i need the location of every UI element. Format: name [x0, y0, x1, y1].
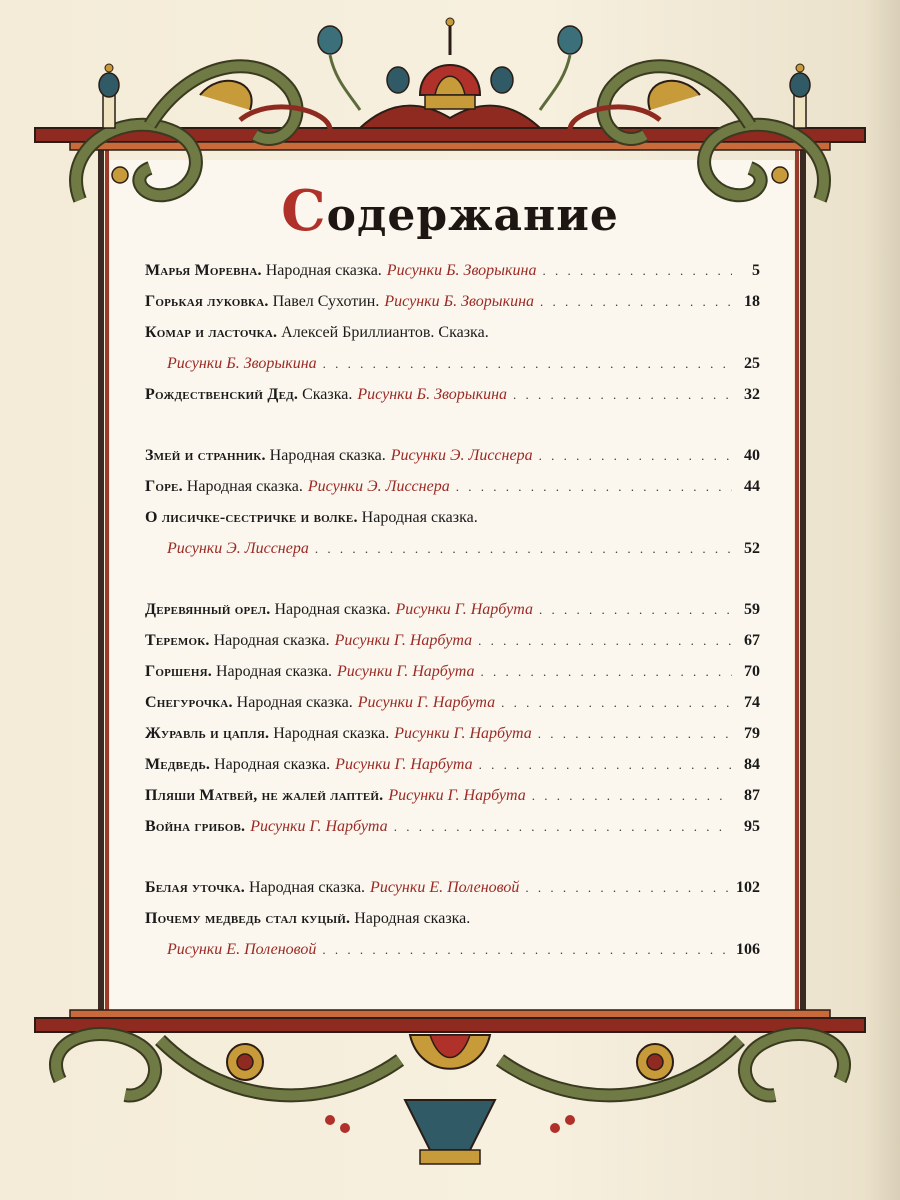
entry-illustrator: Рисунки Е. Поленовой: [370, 879, 520, 896]
entry-title: Горшеня.: [145, 663, 212, 680]
entry-desc: Народная сказка.: [214, 756, 331, 773]
entry-title: Снегурочка.: [145, 694, 233, 711]
title-initial: С: [281, 178, 327, 244]
leader-dots: [322, 934, 730, 965]
toc-entry[interactable]: [145, 255, 760, 286]
toc-entry[interactable]: [145, 286, 760, 317]
toc-entry[interactable]: [145, 780, 760, 811]
leader-dots: [315, 533, 732, 564]
toc-entry[interactable]: [145, 594, 760, 625]
entry-illustrator: Рисунки Г. Нарбута: [250, 818, 388, 835]
leader-dots: [538, 718, 732, 749]
toc-entry[interactable]: [145, 625, 760, 656]
toc-entry[interactable]: [145, 811, 760, 842]
leader-dots: [501, 687, 732, 718]
leader-dots: [480, 656, 732, 687]
title-rest: одержание: [326, 190, 619, 241]
entry-desc: Народная сказка.: [265, 262, 382, 279]
leader-dots: [525, 872, 730, 903]
entry-desc: Алексей Бриллиантов. Сказка.: [281, 324, 489, 341]
entry-desc: Народная сказка.: [274, 601, 391, 618]
entry-illustrator: Рисунки Г. Нарбута: [388, 787, 526, 804]
toc-entry[interactable]: [145, 440, 760, 471]
toc-entry[interactable]: [145, 502, 760, 564]
entry-desc: Народная сказка.: [236, 694, 353, 711]
entry-desc: Сказка.: [302, 386, 353, 403]
leader-dots: [479, 749, 732, 780]
leader-dots: [478, 625, 732, 656]
toc-entry[interactable]: [145, 471, 760, 502]
entry-page: 74: [744, 694, 760, 711]
entry-illustrator: Рисунки Г. Нарбута: [395, 601, 533, 618]
entry-illustrator: Рисунки Э. Лисснера: [390, 447, 533, 464]
entry-page: 95: [744, 818, 760, 835]
leader-dots: [456, 471, 732, 502]
entry-desc: Народная сказка.: [186, 478, 303, 495]
entry-desc: Народная сказка.: [249, 879, 366, 896]
entry-desc: Павел Сухотин.: [272, 293, 380, 310]
entry-illustrator: Рисунки Б. Зворыкина: [357, 386, 507, 403]
leader-dots: [539, 594, 732, 625]
entry-page: 102: [736, 879, 760, 896]
toc-entry[interactable]: [145, 718, 760, 749]
entry-title: Медведь.: [145, 756, 211, 773]
toc-entry[interactable]: [145, 903, 760, 965]
entry-title: Белая уточка.: [145, 879, 245, 896]
entry-title: Горе.: [145, 478, 183, 495]
toc-entry[interactable]: [145, 872, 760, 903]
entry-page: 59: [744, 601, 760, 618]
entry-title: Деревянный орел.: [145, 601, 271, 618]
entry-illustrator: Рисунки Г. Нарбута: [335, 756, 473, 773]
entry-page: 25: [744, 355, 760, 372]
toc-entry[interactable]: [145, 379, 760, 410]
section-gap: [145, 410, 760, 440]
entry-illustrator: Рисунки Э. Лисснера: [307, 478, 450, 495]
entry-page: 84: [744, 756, 760, 773]
section-gap: [145, 564, 760, 594]
entry-illustrator: Рисунки Б. Зворыкина: [386, 262, 537, 279]
entry-title: Почему медведь стал куцый.: [145, 910, 351, 927]
entry-illustrator: Рисунки Г. Нарбута: [394, 725, 532, 742]
leader-dots: [532, 780, 732, 811]
toc-entry[interactable]: [145, 749, 760, 780]
top-center-crown: [318, 18, 582, 128]
entry-page: 44: [744, 478, 760, 495]
leader-dots: [542, 255, 732, 286]
entry-title: Рождественский Дед.: [145, 386, 299, 403]
right-finial: [790, 64, 810, 128]
entry-page: 67: [744, 632, 760, 649]
entry-illustrator: Рисунки Э. Лисснера: [167, 540, 309, 557]
entry-title: Пляши Матвей, не жалей лаптей.: [145, 787, 384, 804]
entry-desc: Народная сказка.: [354, 910, 471, 927]
entry-page: 106: [736, 941, 760, 958]
entry-title: Комар и ласточка.: [145, 324, 278, 341]
leader-dots: [394, 811, 732, 842]
entry-title: Война грибов.: [145, 818, 246, 835]
leader-dots: [540, 286, 732, 317]
entry-page: 79: [744, 725, 760, 742]
toc-entry[interactable]: [145, 687, 760, 718]
entry-illustrator: Рисунки Б. Зворыкина: [167, 355, 317, 372]
entry-page: 5: [752, 262, 760, 279]
entry-illustrator: Рисунки Г. Нарбута: [357, 694, 496, 711]
toc-entry[interactable]: [145, 656, 760, 687]
entry-illustrator: Рисунки Г. Нарбута: [334, 632, 473, 649]
toc-list: [145, 255, 760, 965]
entry-page: 40: [744, 447, 760, 464]
section-gap: [145, 842, 760, 872]
entry-illustrator: Рисунки Б. Зворыкина: [384, 293, 534, 310]
page-title: [0, 178, 900, 244]
entry-page: 70: [744, 663, 760, 680]
entry-page: 32: [744, 386, 760, 403]
entry-title: Теремок.: [145, 632, 210, 649]
entry-desc: Народная сказка.: [269, 447, 386, 464]
entry-title: Марья Моревна.: [145, 262, 262, 279]
left-finial: [99, 64, 119, 128]
entry-page: 87: [744, 787, 760, 804]
entry-desc: Народная сказка.: [273, 725, 390, 742]
toc-entry[interactable]: [145, 317, 760, 379]
leader-dots: [539, 440, 732, 471]
entry-title: О лисичке-сестричке и волке.: [145, 509, 358, 526]
entry-desc: Народная сказка.: [361, 509, 478, 526]
entry-desc: Народная сказка.: [215, 663, 333, 680]
leader-dots: [513, 379, 732, 410]
entry-illustrator: Рисунки Е. Поленовой: [167, 941, 317, 958]
entry-page: 52: [744, 540, 760, 557]
entry-title: Змей и странник.: [145, 447, 266, 464]
entry-page: 18: [744, 293, 760, 310]
bottom-ornament: [56, 1034, 844, 1164]
entry-title: Журавль и цапля.: [145, 725, 270, 742]
entry-title: Горькая луковка.: [145, 293, 269, 310]
entry-illustrator: Рисунки Г. Нарбута: [337, 663, 475, 680]
entry-desc: Народная сказка.: [213, 632, 330, 649]
leader-dots: [323, 348, 732, 379]
